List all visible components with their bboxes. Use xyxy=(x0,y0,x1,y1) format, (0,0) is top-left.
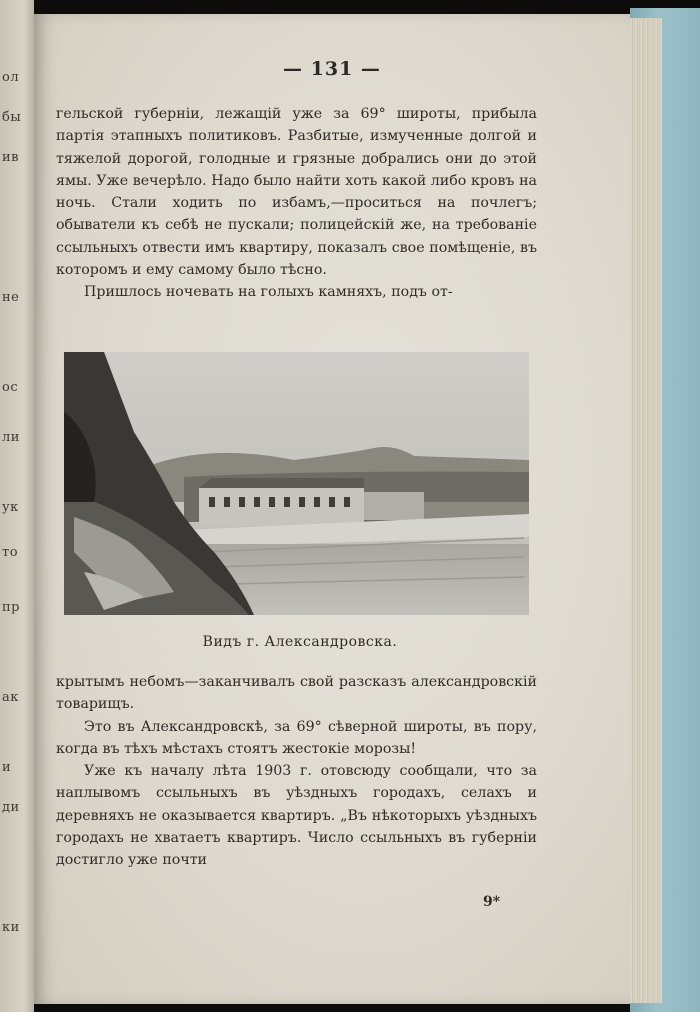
text-block-top xyxy=(56,103,537,304)
facing-page-fragment: не xyxy=(2,290,20,305)
page-number: — 131 — xyxy=(283,58,381,80)
book-page xyxy=(34,14,630,1004)
facing-page-fragment: ук xyxy=(2,500,19,515)
paragraph: Пришлось ночевать на голыхъ камняхъ, подъ от- xyxy=(84,284,453,301)
facing-page-fragment: ди xyxy=(2,800,20,815)
facing-page-fragment: ив xyxy=(2,150,19,165)
facing-page-fragment: и xyxy=(2,760,12,775)
signature-mark: 9* xyxy=(483,894,501,910)
facing-page-fragment: ак xyxy=(2,690,19,705)
facing-page-fragment: ли xyxy=(2,430,20,445)
facing-page-fragment: ки xyxy=(2,920,20,935)
page-stack-edge xyxy=(628,18,662,1003)
text-block-bottom xyxy=(56,671,537,872)
photo-aleksandrovsk-view xyxy=(64,352,529,615)
facing-page-fragment: ос xyxy=(2,380,19,395)
facing-page-fragment: пр xyxy=(2,600,20,615)
photo-caption: Видъ г. Александровска. xyxy=(202,634,398,650)
paragraph: крытымъ небомъ—заканчивалъ свой разсказъ александровскій товарищъ. xyxy=(56,674,537,713)
facing-page-edge xyxy=(0,0,34,1012)
paragraph: гельской губерніи, лежащій уже за 69° широты, прибыла партія этапныхъ политиковъ. Разбитые, измученные долгой и тяжелой дорогой, голодные и грязные добрались они до этой ямы. Уже вечерѣло. Надо было найти хоть какой либо кровъ на ночь. Стали ходить по избамъ,—проситься на почлегъ; обыватели къ себѣ не пускали; полицейскій же, на требованіе ссыльныхъ отвести имъ квартиру, показалъ свое помѣщеніе, въ которомъ и ему самому было тѣсно. xyxy=(56,106,537,279)
facing-page-fragment: то xyxy=(2,545,19,560)
paragraph: Уже къ началу лѣта 1903 г. отовсюду сообщали, что за наплывомъ ссыльныхъ въ уѣздныхъ городахъ, селахъ и деревняхъ не оказывается квартиръ. „Въ нѣкоторыхъ уѣздныхъ городахъ не хватаетъ квартиръ. Число ссыльныхъ въ губерніи достигло уже почти xyxy=(56,763,537,869)
paragraph: Это въ Александровскѣ, за 69° сѣверной широты, въ пору, когда въ тѣхъ мѣстахъ стоятъ жестокіе морозы! xyxy=(56,718,537,757)
facing-page-fragment: ол xyxy=(2,70,20,85)
facing-page-fragment: бы xyxy=(2,110,22,125)
